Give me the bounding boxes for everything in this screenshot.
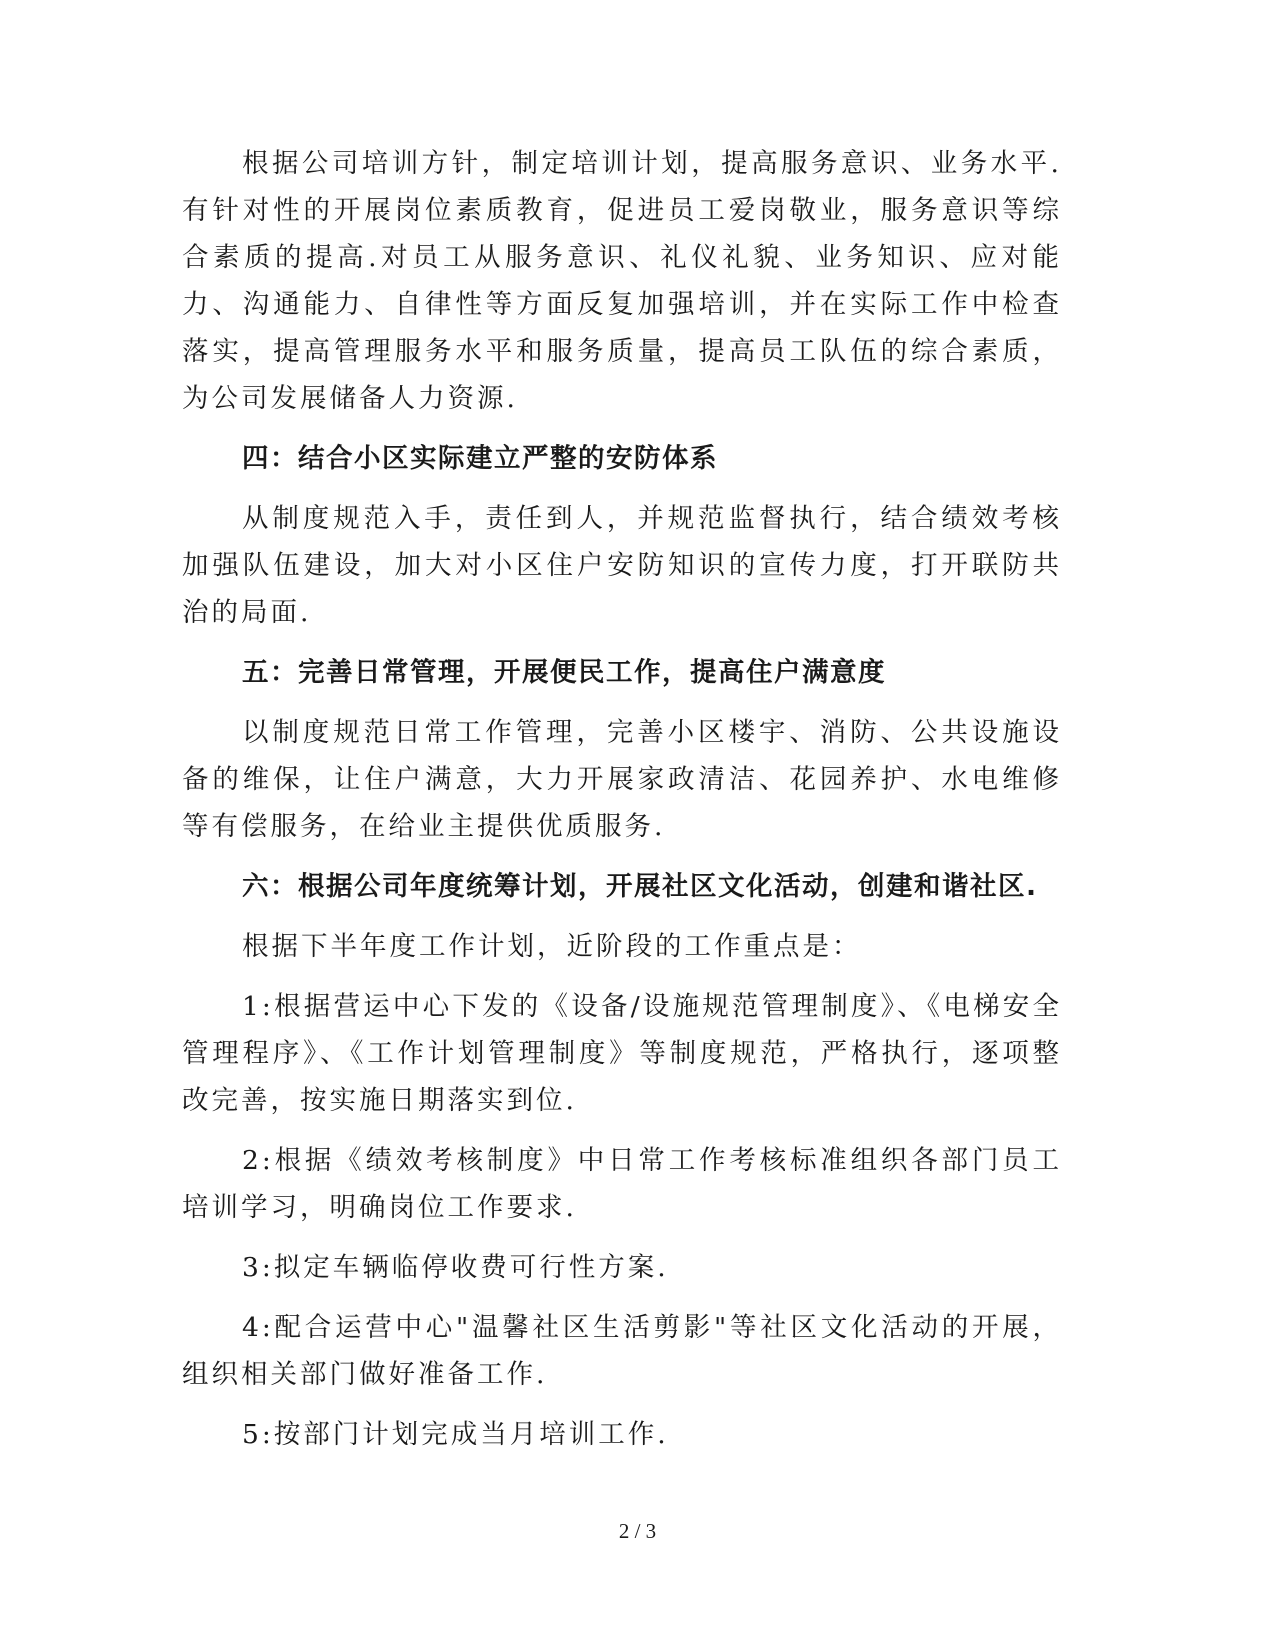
page-number: 2 / 3 <box>618 1519 657 1543</box>
paragraph-work-plan-intro: 根据下半年度工作计划，近阶段的工作重点是： <box>242 931 862 962</box>
list-item-5: 5:按部门计划完成当月培训工作. <box>242 1419 669 1450</box>
paragraph-security: 从制度规范入手，责任到人，并规范监督执行，结合绩效考核加强队伍建设，加大对小区住户安防知识的宣传力度，打开联防共治的局面. <box>182 503 1062 628</box>
paragraph-daily-management: 以制度规范日常工作管理，完善小区楼宇、消防、公共设施设备的维保，让住户满意，大力开展家政清洁、花园养护、水电维修等有偿服务，在给业主提供优质服务. <box>182 717 1062 842</box>
list-item-3: 3:拟定车辆临停收费可行性方案. <box>242 1252 669 1283</box>
list-item-1: 1:根据营运中心下发的《设备/设施规范管理制度》、《电梯安全管理程序》、《工作计划管理制度》等制度规范，严格执行，逐项整改完善，按实施日期落实到位. <box>182 991 1062 1116</box>
heading-section-6: 六：根据公司年度统筹计划，开展社区文化活动，创建和谐社区. <box>242 871 1038 902</box>
paragraph-training: 根据公司培训方针，制定培训计划，提高服务意识、业务水平.有针对性的开展岗位素质教育，促进员工爱岗敬业，服务意识等综合素质的提高.对员工从服务意识、礼仪礼貌、业务知识、应对能力、沟通能力、自律性等方面反复加强培训，并在实际工作中检查落实，提高管理服务水平和服务质量，提高员工队伍的综合素质，为公司发展储备人力资源. <box>182 148 1062 414</box>
document-page <box>182 140 1062 1471</box>
list-item-4: 4:配合运营中心"温馨社区生活剪影"等社区文化活动的开展，组织相关部门做好准备工作. <box>182 1312 1062 1390</box>
heading-section-5: 五：完善日常管理，开展便民工作，提高住户满意度 <box>242 657 886 688</box>
heading-section-4: 四：结合小区实际建立严整的安防体系 <box>242 443 718 474</box>
list-item-2: 2:根据《绩效考核制度》中日常工作考核标准组织各部门员工培训学习，明确岗位工作要求. <box>182 1145 1062 1223</box>
